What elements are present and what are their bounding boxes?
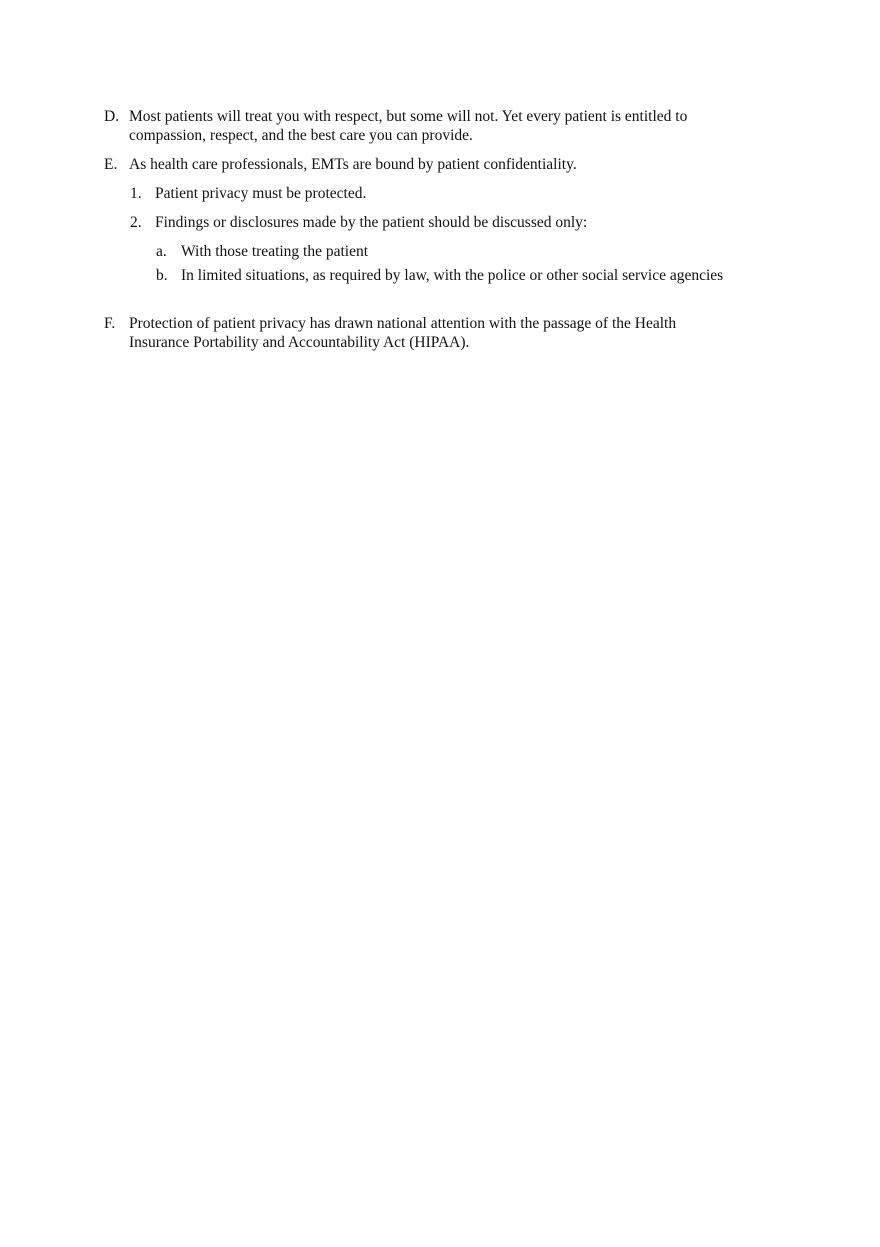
outline-item-e-2 bbox=[130, 213, 745, 232]
item-text: Most patients will treat you with respect, but some will not. Yet every patient is entitled to compassion, respect, and the best care you can provide. bbox=[129, 108, 688, 144]
item-text: Protection of patient privacy has drawn national attention with the passage of the Health Insurance Portability and Accountability Act (HIPAA). bbox=[129, 315, 677, 351]
item-marker: 1. bbox=[130, 185, 142, 202]
item-marker: b. bbox=[156, 267, 168, 284]
outline-item-d bbox=[104, 107, 739, 145]
item-marker: F. bbox=[104, 315, 116, 332]
outline-item-f bbox=[104, 314, 739, 352]
item-text: With those treating the patient bbox=[181, 243, 369, 260]
item-marker: D. bbox=[104, 108, 120, 125]
outline-item-e-1 bbox=[130, 184, 745, 203]
item-text: Patient privacy must be protected. bbox=[155, 185, 367, 202]
item-text: In limited situations, as required by law, with the police or other social service agencies bbox=[181, 267, 724, 284]
outline-item-e bbox=[104, 155, 739, 174]
outline-item-e-2-b bbox=[156, 266, 726, 285]
item-text: As health care professionals, EMTs are bound by patient confidentiality. bbox=[129, 156, 577, 173]
item-marker: a. bbox=[156, 243, 167, 260]
outline-item-e-2-a bbox=[156, 242, 726, 261]
item-text: Findings or disclosures made by the patient should be discussed only: bbox=[155, 214, 588, 231]
item-marker: 2. bbox=[130, 214, 142, 231]
item-marker: E. bbox=[104, 156, 118, 173]
